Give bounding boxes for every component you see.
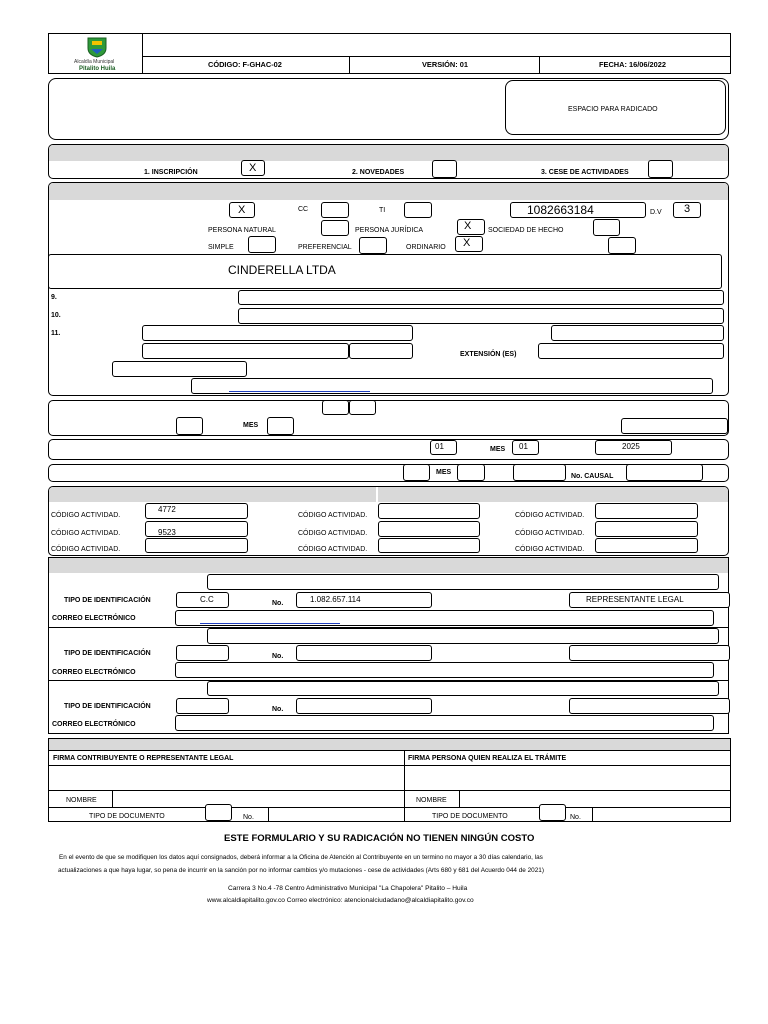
field-number: 10.: [51, 312, 61, 319]
nombre-representante-field[interactable]: [207, 574, 719, 590]
actividad-code-field[interactable]: [378, 538, 480, 553]
row-divider: [48, 750, 731, 751]
telefono2-input[interactable]: [349, 343, 413, 359]
nombre-representante-field[interactable]: [207, 628, 719, 644]
id-number-value: 1082663184: [527, 203, 594, 217]
nombre-label: NOMBRE: [416, 797, 447, 804]
municipal-logo: [84, 36, 110, 58]
header-divider: [539, 56, 540, 74]
email-hyperlink[interactable]: [200, 623, 340, 624]
preferencial-checkbox[interactable]: [359, 237, 387, 254]
mes-value: 01: [519, 442, 528, 451]
firma-persona-field[interactable]: [405, 766, 730, 789]
ti-label: TI: [379, 207, 386, 214]
cese-label: 3. CESE DE ACTIVIDADES: [541, 169, 629, 176]
actividad-label: CÓDIGO ACTIVIDAD.: [515, 512, 585, 519]
email-hyperlink[interactable]: [229, 391, 370, 392]
nit-mark: X: [238, 204, 246, 216]
correo-label: CORREO ELECTRÓNICO: [52, 721, 136, 728]
tipo-id-label: TIPO DE IDENTIFICACIÓN: [64, 703, 151, 710]
id-number-value: 1.082.657.114: [310, 595, 361, 604]
version-label: VERSIÓN: 01: [422, 60, 469, 69]
column-divider: [592, 807, 593, 822]
causal-label: No. CAUSAL: [571, 473, 614, 480]
field-12-input[interactable]: [112, 361, 247, 377]
simple-checkbox[interactable]: [248, 236, 276, 253]
id-number-field[interactable]: [296, 645, 432, 661]
firma-contribuyente-label: FIRMA CONTRIBUYENTE O REPRESENTANTE LEGAL: [53, 755, 234, 762]
section-band: [49, 145, 728, 161]
tipo-documento-field[interactable]: [539, 804, 566, 821]
no-label: No.: [243, 814, 254, 821]
actividad-label: CÓDIGO ACTIVIDAD.: [51, 512, 121, 519]
actividad-code-field[interactable]: [378, 503, 480, 519]
actividad-code-field[interactable]: [145, 538, 248, 553]
regimen-extra-checkbox[interactable]: [608, 237, 636, 254]
fecha-field[interactable]: [349, 400, 376, 415]
section-band: [378, 487, 728, 502]
correo-field[interactable]: [175, 715, 714, 731]
correo-label: CORREO ELECTRÓNICO: [52, 669, 136, 676]
id-number-field[interactable]: [296, 698, 432, 714]
section-band: [49, 487, 376, 502]
no-label: No.: [272, 600, 284, 607]
cargo-field[interactable]: [569, 645, 730, 661]
firma-persona-label: FIRMA PERSONA QUIEN REALIZA EL TRÁMITE: [408, 755, 567, 762]
ordinario-mark: X: [463, 237, 471, 249]
actividad-label: CÓDIGO ACTIVIDAD.: [515, 546, 585, 553]
field-11-input[interactable]: [142, 325, 413, 341]
actividad-label: CÓDIGO ACTIVIDAD.: [51, 530, 121, 537]
inscripcion-mark: X: [249, 162, 257, 174]
tipo-id-label: TIPO DE IDENTIFICACIÓN: [64, 597, 151, 604]
aviso-text: actualizaciones a que haya lugar, so pena de incurrir en la sanción por no informar cambios y/o mutaciones - cese de actividades (Arts 680 y 681 del Acuerdo 044 de 2021): [58, 867, 544, 874]
cargo-value: REPRESENTANTE LEGAL: [586, 595, 684, 604]
header-divider: [142, 56, 731, 57]
nombre-field[interactable]: [460, 791, 730, 806]
actividad-label: CÓDIGO ACTIVIDAD.: [298, 530, 368, 537]
dia-value: 01: [435, 442, 444, 451]
mes-label: MES: [436, 469, 452, 476]
correo-field[interactable]: [175, 662, 714, 678]
direccion-text: Carrera 3 No.4 -78 Centro Administrativo Municipal "La Chapolera" Pitalito – Huila: [228, 885, 468, 892]
persona-juridica-mark: X: [464, 220, 472, 232]
tipo-id-value: C.C: [200, 595, 214, 604]
sociedad-hecho-checkbox[interactable]: [593, 219, 620, 236]
novedades-label: 2. NOVEDADES: [352, 169, 405, 176]
actividad-code-field[interactable]: [595, 538, 698, 553]
field-number: 11.: [51, 330, 61, 337]
fecha-field[interactable]: [322, 400, 349, 415]
sociedad-hecho-label: SOCIEDAD DE HECHO: [488, 227, 564, 234]
actividad-code-value: 4772: [158, 505, 176, 514]
costo-notice: ESTE FORMULARIO Y SU RADICACIÓN NO TIENEN NINGÚN COSTO: [224, 833, 535, 844]
no-label: No.: [272, 653, 284, 660]
field-9-input[interactable]: [238, 290, 724, 305]
tipo-documento-field[interactable]: [205, 804, 232, 821]
mes-label: MES: [490, 446, 506, 453]
header-divider: [349, 56, 350, 74]
actividad-label: CÓDIGO ACTIVIDAD.: [51, 546, 121, 553]
contacto-text: www.alcaldiapitalito.gov.co Correo electrónico: atencionalciudadano@alcaldiapitalito.gov.co: [207, 897, 474, 904]
cese-checkbox[interactable]: [648, 160, 673, 178]
actividad-code-field[interactable]: [595, 521, 698, 537]
logo-caption: Alcaldía Municipal: [74, 59, 115, 65]
actividad-code-field[interactable]: [378, 521, 480, 537]
mes-field[interactable]: [457, 464, 485, 481]
actividad-label: CÓDIGO ACTIVIDAD.: [298, 512, 368, 519]
actividad-code-field[interactable]: [595, 503, 698, 519]
fecha-label: FECHA: 16/06/2022: [599, 60, 666, 69]
anio-field[interactable]: [621, 418, 728, 434]
preferencial-label: PREFERENCIAL: [298, 244, 352, 251]
dia-field[interactable]: [176, 417, 203, 435]
codigo-label: CÓDIGO: F-GHAC-02: [208, 60, 282, 69]
razon-social-value: CINDERELLA LTDA: [228, 263, 336, 277]
aviso-text: En el evento de que se modifiquen los datos aquí consignados, deberá informar a la Oficina de Atención al Contribuyente en un termino no mayor a 30 días calendario, las: [59, 854, 543, 861]
header-divider: [142, 33, 143, 74]
cargo-field[interactable]: [569, 698, 730, 714]
dia-field[interactable]: [403, 464, 430, 481]
no-label: No.: [570, 814, 581, 821]
mes-label: MES: [243, 422, 259, 429]
firma-contribuyente-field[interactable]: [49, 766, 403, 789]
column-divider: [268, 807, 269, 822]
field-11b-input[interactable]: [551, 325, 724, 341]
extension-label: EXTENSIÓN (ES): [460, 351, 517, 358]
simple-label: SIMPLE: [208, 244, 234, 251]
dv-value: 3: [684, 203, 691, 215]
razon-social-field[interactable]: [48, 254, 722, 289]
nombre-representante-field[interactable]: [207, 681, 719, 696]
telefono-input[interactable]: [142, 343, 349, 359]
persona-juridica-label: PERSONA JURÍDICA: [355, 227, 424, 234]
actividad-label: CÓDIGO ACTIVIDAD.: [515, 530, 585, 537]
cc-label: CC: [298, 206, 309, 213]
nombre-label: NOMBRE: [66, 797, 97, 804]
causal-field[interactable]: [626, 464, 703, 481]
mes-field[interactable]: [267, 417, 294, 435]
tipo-id-label: TIPO DE IDENTIFICACIÓN: [64, 650, 151, 657]
section-band: [49, 183, 728, 200]
field-number: 9.: [51, 294, 57, 301]
dv-label: D.V: [650, 209, 662, 216]
row-divider: [48, 807, 731, 808]
section-band: [49, 739, 730, 750]
extension-input[interactable]: [538, 343, 724, 359]
anio-field[interactable]: [513, 464, 566, 481]
tipo-id-field[interactable]: [176, 645, 229, 661]
inscripcion-label: 1. INSCRIPCIÓN: [144, 169, 198, 176]
no-label: No.: [272, 706, 284, 713]
novedades-checkbox[interactable]: [432, 160, 457, 178]
tipo-documento-label: TIPO DE DOCUMENTO: [432, 813, 508, 820]
correo-label: CORREO ELECTRÓNICO: [52, 615, 136, 622]
cc-checkbox[interactable]: [321, 202, 349, 218]
field-10-input[interactable]: [238, 308, 724, 324]
ordinario-label: ORDINARIO: [406, 244, 446, 251]
anio-value: 2025: [622, 442, 640, 451]
tipo-id-field[interactable]: [176, 698, 229, 714]
persona-natural-label: PERSONA NATURAL: [208, 227, 276, 234]
nombre-field[interactable]: [113, 791, 403, 806]
ti-checkbox[interactable]: [404, 202, 432, 218]
radicado-label: ESPACIO PARA RADICADO: [568, 106, 658, 113]
actividad-code-value: 9523: [158, 528, 176, 537]
logo-caption: Pitalito Huila: [79, 66, 116, 72]
persona-natural-checkbox[interactable]: [321, 220, 349, 236]
section-band: [49, 558, 728, 573]
tipo-documento-label: TIPO DE DOCUMENTO: [89, 813, 165, 820]
actividad-label: CÓDIGO ACTIVIDAD.: [298, 546, 368, 553]
